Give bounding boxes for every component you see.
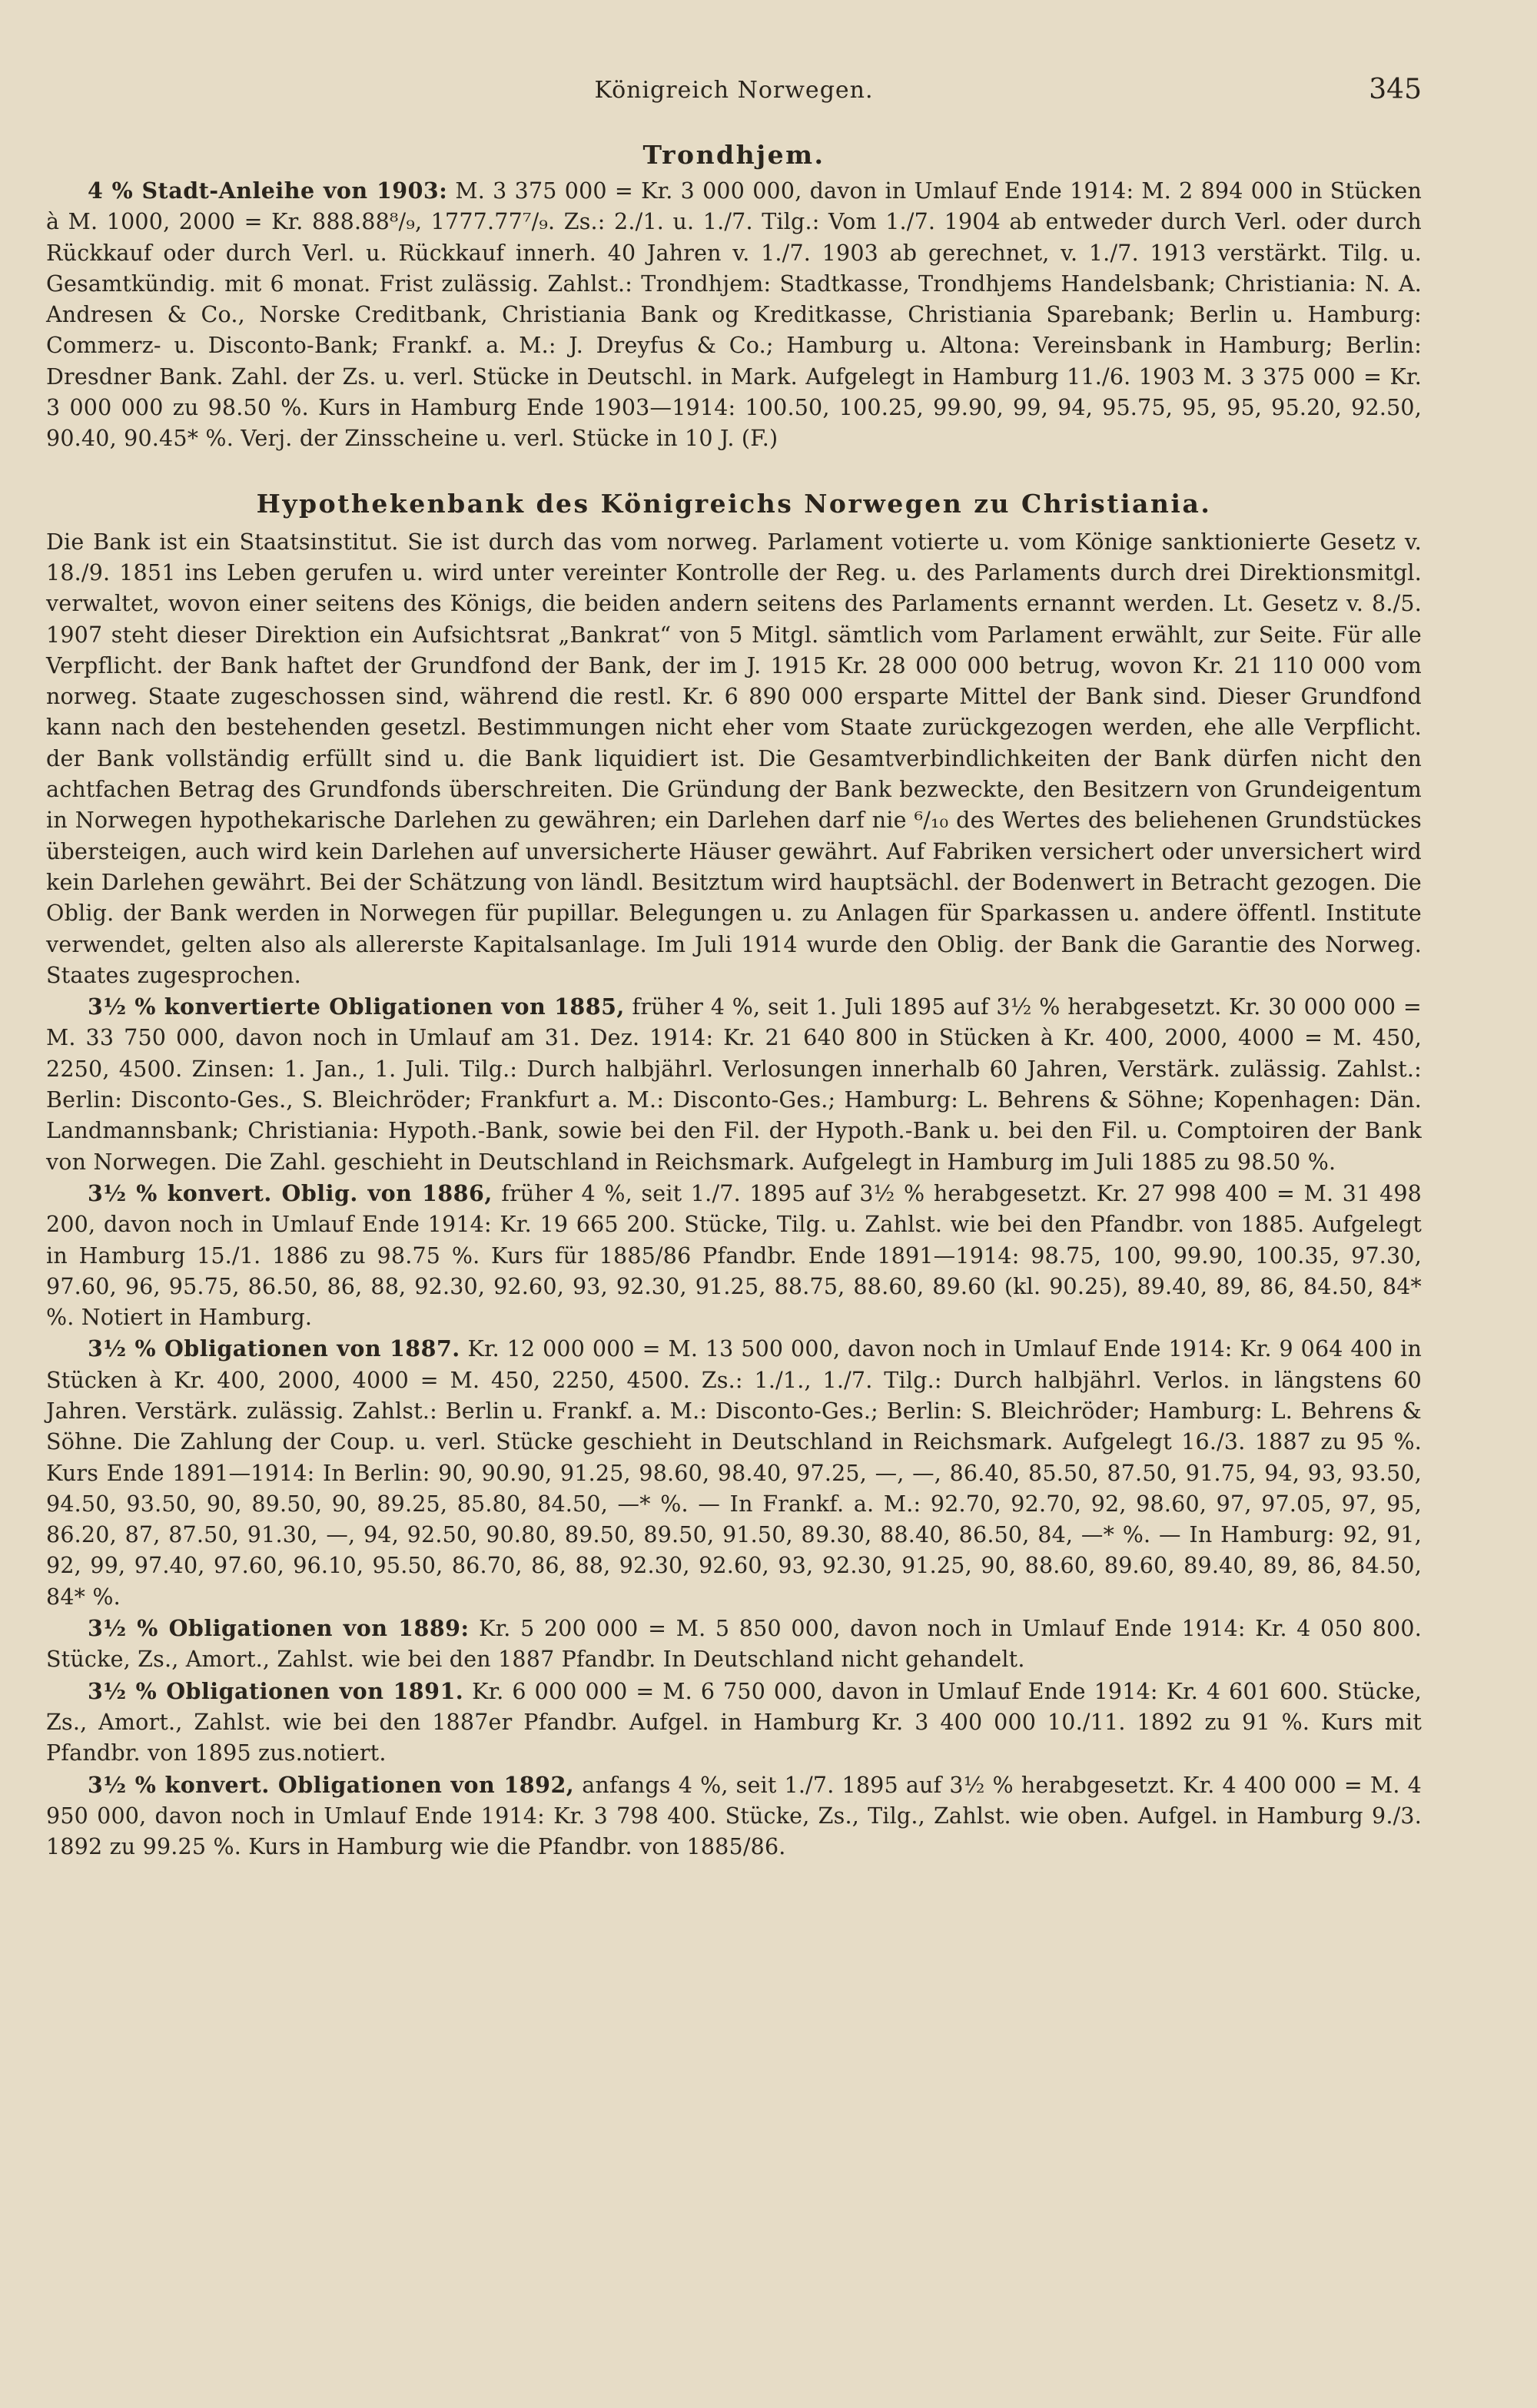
entry-lead: 3½ % konvert. Obligationen von 1892, [88, 1771, 575, 1798]
entry-text: früher 4 %, seit 1. Juli 1895 auf 3½ % herabgesetzt. Kr. 30 000 000 = M. 33 750 000, davon noch in Umlauf am 31. Dez. 1914: Kr. 21 640 800 in Stücken à Kr. 400, 2000, 4000 = M. 450, 2250, 4500. Zinsen: 1. Jan., 1. Juli. Tilg.: Durch halbjährl. Verlosungen innerhalb 60 Jahren, Verstärk. zulässig. Zahlst.: Berlin: Disconto-Ges., S. Bleichröder; Frankfurt a. M.: Disconto-Ges.; Hamburg: L. Behrens & Söhne; Kopenhagen: Dän. Landmannsbank; Christiania: Hypoth.-Bank, sowie bei den Fil. der Hypoth.-Bank u. bei den Fil. u. Comptoiren der Bank von Norwegen. Die Zahl. geschieht in Deutschland in Reichsmark. Aufgelegt in Hamburg im Juli 1885 zu 98.50 %. [46, 994, 1422, 1175]
entry-lead: 3½ % Obligationen von 1887. [88, 1335, 460, 1362]
running-header [46, 74, 1422, 108]
running-title: Königreich Norwegen. [594, 77, 874, 104]
entry-text: anfangs 4 %, seit 1./7. 1895 auf 3½ % herabgesetzt. Kr. 4 400 000 = M. 4 950 000, davon noch in Umlauf Ende 1914: Kr. 3 798 400. Stücke, Zs., Tilg., Zahlst. wie oben. Aufgel. in Hamburg 9./3. 1892 zu 99.25 %. Kurs in Hamburg wie die Pfandbr. von 1885/86. [46, 1772, 1422, 1860]
entry-lead: 3½ % Obligationen von 1891. [88, 1677, 464, 1704]
entry-1886-obligations [46, 1178, 1422, 1333]
entry-1887-obligations [46, 1333, 1422, 1613]
entry-lead: 3½ % konvert. Oblig. von 1886, [88, 1179, 493, 1206]
entry-lead: 4 % Stadt-Anleihe von 1903: [88, 177, 448, 204]
entry-text: früher 4 %, seit 1./7. 1895 auf 3½ % herabgesetzt. Kr. 27 998 400 = M. 31 498 200, davon noch in Umlauf Ende 1914: Kr. 19 665 200. Stücke, Tilg. u. Zahlst. wie bei den Pfandbr. von 1885. Aufgelegt in Hamburg 15./1. 1886 zu 98.75 %. Kurs für 1885/86 Pfandbr. Ende 1891—1914: 98.75, 100, 99.90, 100.35, 97.30, 97.60, 96, 95.75, 86.50, 86, 88, 92.30, 92.60, 93, 92.30, 91.25, 88.75, 88.60, 89.60 (kl. 90.25), 89.40, 89, 86, 84.50, 84* %. Notiert in Hamburg. [46, 1180, 1422, 1331]
entry-text: Kr. 5 200 000 = M. 5 850 000, davon noch in Umlauf Ende 1914: Kr. 4 050 800. Stücke, Zs., Amort., Zahlst. wie bei den 1887 Pfandbr. In Deutschland nicht gehandelt. [46, 1616, 1422, 1673]
entry-text: Kr. 6 000 000 = M. 6 750 000, davon in Umlauf Ende 1914: Kr. 4 601 600. Stücke, Zs., Amort., Zahlst. wie bei den 1887er Pfandbr. Aufgel. in Hamburg Kr. 3 400 000 10./11. 1892 zu 91 %. Kurs mit Pfandbr. von 1895 zus.notiert. [46, 1678, 1422, 1766]
page-content [46, 138, 1422, 1862]
entry-1889-obligations [46, 1613, 1422, 1676]
entry-lead: 3½ % Obligationen von 1889: [88, 1615, 470, 1642]
page-number: 345 [1369, 74, 1422, 105]
entry-1892-obligations [46, 1770, 1422, 1863]
section-heading-trondhjem: Trondhjem. [642, 140, 825, 170]
entry-text: M. 3 375 000 = Kr. 3 000 000, davon in Umlauf Ende 1914: M. 2 894 000 in Stücken à M. 1000, 2000 = Kr. 888.88⁸/₉, 1777.77⁷/₉. Zs.: 2./1. u. 1./7. Tilg.: Vom 1./7. 1904 ab entweder durch Verl. oder durch Rückkauf oder durch Verl. u. Rückkauf innerh. 40 Jahren v. 1./7. 1903 ab gerechnet, v. 1./7. 1913 verstärkt. Tilg. u. Gesamtkündig. mit 6 monat. Frist zulässig. Zahlst.: Trondhjem: Stadtkasse, Trondhjems Handelsbank; Christiania: N. A. Andresen & Co., Norske Creditbank, Christiania Bank og Kreditkasse, Christiania Sparebank; Berlin u. Hamburg: Commerz- u. Disconto-Bank; Frankf. a. M.: J. Dreyfus & Co.; Hamburg u. Altona: Vereinsbank in Hamburg; Berlin: Dresdner Bank. Zahl. der Zs. u. verl. Stücke in Deutschl. in Mark. Aufgelegt in Hamburg 11./6. 1903 M. 3 375 000 = Kr. 3 000 000 zu 98.50 %. Kurs in Hamburg Ende 1903—1914: 100.50, 100.25, 99.90, 99, 94, 95.75, 95, 95, 95.20, 92.50, 90.40, 90.45* %. Verj. der Zinsscheine u. verl. Stücke in 10 J. (F.) [46, 178, 1422, 452]
entry-lead: 3½ % konvertierte Obligationen von 1885, [88, 993, 625, 1020]
entry-1891-obligations [46, 1676, 1422, 1770]
entry-1885-obligations [46, 991, 1422, 1178]
entry-text: Kr. 12 000 000 = M. 13 500 000, davon noch in Umlauf Ende 1914: Kr. 9 064 400 in Stücken à Kr. 400, 2000, 4000 = M. 450, 2250, 4500. Zs.: 1./1., 1./7. Tilg.: Durch halbjährl. Verlos. in längstens 60 Jahren. Verstärk. zulässig. Zahlst.: Berlin u. Frankf. a. M.: Disconto-Ges.; Berlin: S. Bleichröder; Hamburg: L. Behrens & Söhne. Die Zahlung der Coup. u. verl. Stücke geschieht in Deutschland in Reichsmark. Aufgelegt 16./3. 1887 zu 95 %. Kurs Ende 1891—1914: In Berlin: 90, 90.90, 91.25, 98.60, 98.40, 97.25, —, —, 86.40, 85.50, 87.50, 91.75, 94, 93, 93.50, 94.50, 93.50, 90, 89.50, 90, 89.25, 85.80, 84.50, —* %. — In Frankf. a. M.: 92.70, 92.70, 92, 98.60, 97, 97.05, 97, 95, 86.20, 87, 87.50, 91.30, —, 94, 92.50, 90.80, 89.50, 89.50, 91.50, 89.30, 88.40, 86.50, 84, —* %. — In Hamburg: 92, 91, 92, 99, 97.40, 97.60, 96.10, 95.50, 86.70, 86, 88, 92.30, 92.60, 93, 92.30, 91.25, 90, 88.60, 89.60, 89.40, 89, 86, 84.50, 84* %. [46, 1336, 1422, 1610]
section-heading-hypothekenbank: Hypothekenbank des Königreichs Norwegen zu Christiania. [256, 488, 1212, 519]
entry-trondhjem-loan [46, 175, 1422, 455]
bank-description: Die Bank ist ein Staatsinstitut. Sie ist durch das vom norweg. Parlament votierte u. vom Könige sanktionierte Gesetz v. 18./9. 1851 ins Leben gerufen u. wird unter vereinter Kontrolle der Reg. u. des Parlaments durch drei Direktionsmitgl. verwaltet, wovon einer seitens des Königs, die beiden andern seitens des Parlaments ernannt werden. Lt. Gesetz v. 8./5. 1907 steht dieser Direktion ein Aufsichtsrat „Bankrat“ von 5 Mitgl. sämtlich vom Parlament erwählt, zur Seite. Für alle Verpflicht. der Bank haftet der Grundfond der Bank, der im J. 1915 Kr. 28 000 000 betrug, wovon Kr. 21 110 000 vom norweg. Staate zugeschossen sind, während die restl. Kr. 6 890 000 ersparte Mittel der Bank sind. Dieser Grundfond kann nach den bestehenden gesetzl. Bestimmungen nicht eher vom Staate zurückgezogen werden, ehe alle Verpflicht. der Bank vollständig erfüllt sind u. die Bank liquidiert ist. Die Gesamtverbindlichkeiten der Bank dürfen nicht den achtfachen Betrag des Grundfonds überschreiten. Die Gründung der Bank bezweckte, den Besitzern von Grundeigentum in Norwegen hypothekarische Darlehen zu gewähren; ein Darlehen darf nie ⁶/₁₀ des Wertes des beliehenen Grundstückes übersteigen, auch wird kein Darlehen auf unversicherte Häuser gewährt. Auf Fabriken versichert oder unversichert wird kein Darlehen gewährt. Bei der Schätzung von ländl. Besitztum wird hauptsächl. der Bodenwert in Betracht gezogen. Die Oblig. der Bank werden in Norwegen für pupillar. Belegungen u. zu Anlagen für Sparkassen u. andere öffentl. Institute verwendet, gelten also als allererste Kapitalsanlage. Im Juli 1914 wurde den Oblig. der Bank die Garantie des Norweg. Staates zugesprochen. [46, 529, 1422, 988]
